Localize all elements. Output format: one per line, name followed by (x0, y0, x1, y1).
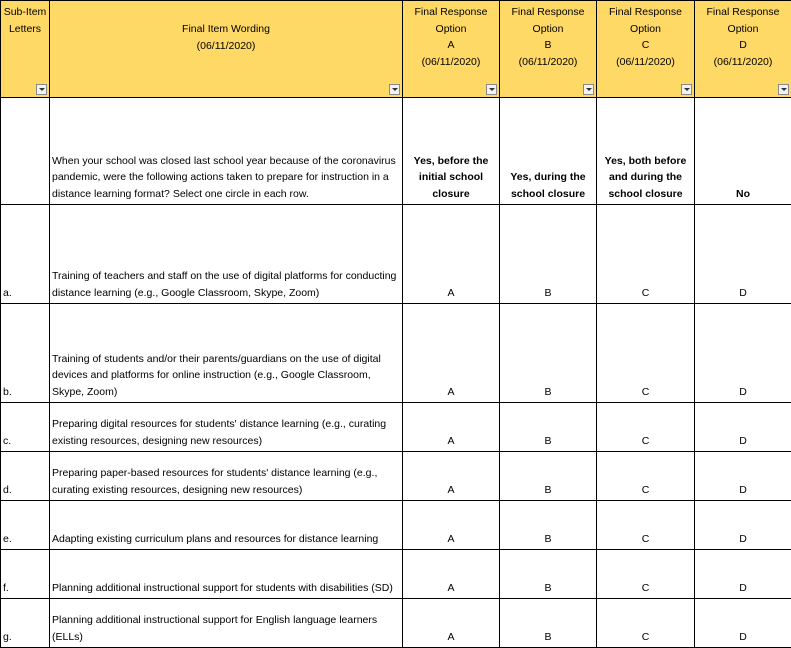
table-row (1, 403, 791, 452)
header-option-c (597, 1, 695, 98)
table-row (1, 550, 791, 599)
header-sub-item (1, 1, 50, 98)
header-wording-label: Final Item Wording (06/11/2020) (52, 21, 400, 54)
header-sub-item-label: Sub-Item Letters (3, 4, 47, 37)
row-option-d-cell[interactable]: D (695, 205, 791, 304)
intro-row (1, 98, 791, 205)
row-letter-cell[interactable]: a. (1, 205, 50, 304)
row-option-c-cell[interactable]: C (597, 550, 695, 599)
header-option-a (403, 1, 500, 98)
filter-dropdown-icon[interactable] (36, 84, 47, 95)
row-wording-cell[interactable]: Preparing paper-based resources for students' distance learning (e.g., curating existing resources, designing new resources) (50, 452, 403, 501)
header-option-c-label: Final Response Option C (06/11/2020) (599, 4, 692, 70)
intro-option-d-cell[interactable]: No (695, 98, 791, 205)
intro-question-cell[interactable]: When your school was closed last school year because of the coronavirus pandemic, were the following actions taken to prepare for instruction in a distance learning format? Select one circle in each row. (50, 98, 403, 205)
row-option-c-cell[interactable]: C (597, 501, 695, 550)
intro-option-b-cell[interactable]: Yes, during the school closure (500, 98, 597, 205)
header-wording (50, 1, 403, 98)
row-option-d-cell[interactable]: D (695, 452, 791, 501)
row-option-b-cell[interactable]: B (500, 452, 597, 501)
row-wording-cell[interactable]: Planning additional instructional support for students with disabilities (SD) (50, 550, 403, 599)
intro-letter-cell[interactable] (1, 98, 50, 205)
row-option-c-cell[interactable]: C (597, 599, 695, 648)
row-option-d-cell[interactable]: D (695, 501, 791, 550)
row-letter-cell[interactable]: e. (1, 501, 50, 550)
table-row (1, 501, 791, 550)
row-letter-cell[interactable]: f. (1, 550, 50, 599)
header-option-a-label: Final Response Option A (06/11/2020) (405, 4, 497, 70)
row-option-d-cell[interactable]: D (695, 304, 791, 403)
row-wording-cell[interactable]: Training of students and/or their parents/guardians on the use of digital devices and platforms for online instruction (e.g., Google Classroom, Skype, Zoom) (50, 304, 403, 403)
row-option-a-cell[interactable]: A (403, 452, 500, 501)
row-option-c-cell[interactable]: C (597, 304, 695, 403)
table-row (1, 205, 791, 304)
row-option-a-cell[interactable]: A (403, 599, 500, 648)
row-option-b-cell[interactable]: B (500, 304, 597, 403)
table-row (1, 304, 791, 403)
row-option-a-cell[interactable]: A (403, 550, 500, 599)
row-wording-cell[interactable]: Adapting existing curriculum plans and resources for distance learning (50, 501, 403, 550)
row-option-b-cell[interactable]: B (500, 403, 597, 452)
row-option-d-cell[interactable]: D (695, 599, 791, 648)
filter-dropdown-icon[interactable] (778, 84, 789, 95)
row-wording-cell[interactable]: Planning additional instructional support for English language learners (ELLs) (50, 599, 403, 648)
row-option-a-cell[interactable]: A (403, 205, 500, 304)
row-option-c-cell[interactable]: C (597, 205, 695, 304)
row-wording-cell[interactable]: Preparing digital resources for students' distance learning (e.g., curating existing resources, designing new resources) (50, 403, 403, 452)
header-option-d-label: Final Response Option D (06/11/2020) (697, 4, 789, 70)
row-wording-cell[interactable]: Training of teachers and staff on the use of digital platforms for conducting distance learning (e.g., Google Classroom, Skype, Zoom) (50, 205, 403, 304)
intro-option-a-cell[interactable]: Yes, before the initial school closure (403, 98, 500, 205)
row-option-d-cell[interactable]: D (695, 550, 791, 599)
table-row (1, 452, 791, 501)
header-option-b-label: Final Response Option B (06/11/2020) (502, 4, 594, 70)
row-option-b-cell[interactable]: B (500, 599, 597, 648)
row-letter-cell[interactable]: c. (1, 403, 50, 452)
row-option-b-cell[interactable]: B (500, 550, 597, 599)
filter-dropdown-icon[interactable] (486, 84, 497, 95)
row-letter-cell[interactable]: b. (1, 304, 50, 403)
row-option-a-cell[interactable]: A (403, 304, 500, 403)
row-option-c-cell[interactable]: C (597, 452, 695, 501)
header-option-d (695, 1, 791, 98)
row-option-d-cell[interactable]: D (695, 403, 791, 452)
row-option-b-cell[interactable]: B (500, 205, 597, 304)
row-option-a-cell[interactable]: A (403, 403, 500, 452)
row-letter-cell[interactable]: g. (1, 599, 50, 648)
header-row (1, 1, 791, 98)
intro-option-c-cell[interactable]: Yes, both before and during the school closure (597, 98, 695, 205)
row-option-c-cell[interactable]: C (597, 403, 695, 452)
header-option-b (500, 1, 597, 98)
row-option-a-cell[interactable]: A (403, 501, 500, 550)
filter-dropdown-icon[interactable] (583, 84, 594, 95)
row-letter-cell[interactable]: d. (1, 452, 50, 501)
filter-dropdown-icon[interactable] (681, 84, 692, 95)
table-row (1, 599, 791, 648)
row-option-b-cell[interactable]: B (500, 501, 597, 550)
filter-dropdown-icon[interactable] (389, 84, 400, 95)
